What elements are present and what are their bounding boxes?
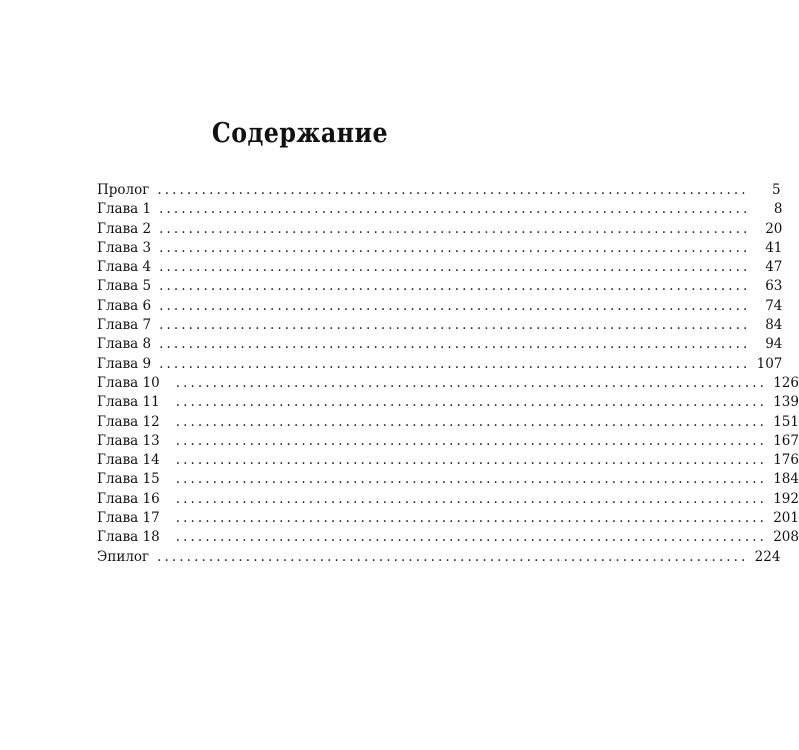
- page-title: Содержание: [211, 118, 389, 149]
- toc-entry-page-number: 20: [765, 220, 783, 237]
- toc-leader-dots: ................................................................................: [157, 548, 749, 565]
- toc-entry: [97, 297, 783, 316]
- toc-leader-dots: ................................................................................: [159, 239, 751, 256]
- toc-leader-dots: ................................................................................: [159, 259, 751, 276]
- toc-entry: [97, 451, 799, 470]
- toc-entry-page-number: 63: [765, 278, 783, 295]
- toc-leader-dots: ................................................................................: [159, 336, 751, 353]
- toc-entry: [97, 316, 783, 335]
- toc-entry-label: Эпилог: [97, 548, 150, 565]
- toc-leader-dots: ................................................................................: [175, 374, 767, 391]
- toc-entry-page-number: 126: [773, 374, 799, 391]
- toc-entry-label: Глава 2: [97, 220, 152, 237]
- toc-entry-page-number: 74: [765, 297, 783, 314]
- toc-entry: [97, 200, 783, 219]
- toc-entry: [97, 470, 799, 489]
- toc-entry-page-number: 47: [765, 259, 783, 276]
- toc-entry: [97, 355, 783, 374]
- toc-entry-label: Глава 9: [97, 355, 152, 372]
- toc-entry-label: Глава 12: [97, 413, 160, 430]
- toc-entry-label: Глава 18: [97, 529, 160, 546]
- toc-entry-page-number: 151: [773, 413, 799, 430]
- toc-leader-dots: ................................................................................: [159, 355, 751, 372]
- toc-entry: [97, 393, 799, 412]
- toc-entry-page-number: 176: [773, 452, 799, 469]
- toc-entry: [97, 548, 781, 567]
- toc-entry: [97, 181, 781, 200]
- toc-entry: [97, 528, 799, 547]
- toc-entry: [97, 432, 799, 451]
- toc-entry-label: Глава 3: [97, 239, 152, 256]
- toc-entry-page-number: 224: [754, 548, 781, 565]
- toc-entry: [97, 413, 799, 432]
- toc-leader-dots: ................................................................................: [175, 471, 767, 488]
- toc-entry-label: Глава 11: [97, 394, 160, 411]
- toc-entry-page-number: 107: [756, 355, 783, 372]
- toc-entry: [97, 509, 799, 528]
- toc-entry-page-number: 184: [773, 471, 799, 488]
- toc-leader-dots: ................................................................................: [175, 490, 767, 507]
- toc-leader-dots: ................................................................................: [175, 510, 767, 527]
- toc-entry-page-number: 201: [773, 510, 799, 527]
- toc-leader-dots: ................................................................................: [159, 201, 751, 218]
- toc-entry: [97, 335, 783, 354]
- toc-entry-label: Пролог: [97, 182, 150, 198]
- toc-entry: [97, 239, 783, 258]
- toc-leader-dots: ................................................................................: [159, 278, 751, 295]
- toc-leader-dots: ................................................................................: [175, 432, 767, 449]
- toc-entry: [97, 490, 799, 509]
- toc-entry-page-number: 167: [773, 432, 799, 449]
- toc-entry-label: Глава 15: [97, 471, 160, 488]
- toc-entry-label: Глава 10: [97, 374, 160, 391]
- toc-entry-page-number: 8: [773, 201, 783, 218]
- toc-entry-label: Глава 4: [97, 259, 152, 276]
- toc-leader-dots: ................................................................................: [175, 413, 767, 430]
- toc-entry-label: Глава 6: [97, 297, 152, 314]
- toc-entry-page-number: 41: [765, 239, 783, 256]
- toc-entry-page-number: 94: [765, 336, 783, 353]
- toc-entry-page-number: 192: [773, 490, 799, 507]
- toc-entry-page-number: 5: [772, 182, 781, 198]
- toc-entry: [97, 277, 783, 296]
- toc-entry-label: Глава 1: [97, 201, 152, 218]
- toc-entry-label: Глава 17: [97, 510, 160, 527]
- toc-leader-dots: ................................................................................: [157, 182, 749, 198]
- toc-entry-label: Глава 13: [97, 432, 160, 449]
- toc-leader-dots: ................................................................................: [159, 220, 751, 237]
- toc-entry-page-number: 208: [773, 529, 799, 546]
- toc-entry-label: Глава 8: [97, 336, 152, 353]
- toc-entry: [97, 220, 783, 239]
- toc-leader-dots: ................................................................................: [159, 317, 751, 334]
- toc-entry-label: Глава 14: [97, 452, 160, 469]
- toc-leader-dots: ................................................................................: [159, 297, 751, 314]
- toc-entry: [97, 374, 799, 393]
- toc-entry-label: Глава 5: [97, 278, 152, 295]
- toc-entry-page-number: 84: [765, 317, 783, 334]
- toc-leader-dots: ................................................................................: [175, 529, 767, 546]
- toc-leader-dots: ................................................................................: [175, 452, 767, 469]
- table-of-contents: [97, 181, 799, 567]
- toc-entry-page-number: 139: [773, 394, 799, 411]
- toc-entry: [97, 258, 783, 277]
- toc-entry-label: Глава 16: [97, 490, 160, 507]
- toc-leader-dots: ................................................................................: [175, 394, 767, 411]
- toc-entry-label: Глава 7: [97, 317, 152, 334]
